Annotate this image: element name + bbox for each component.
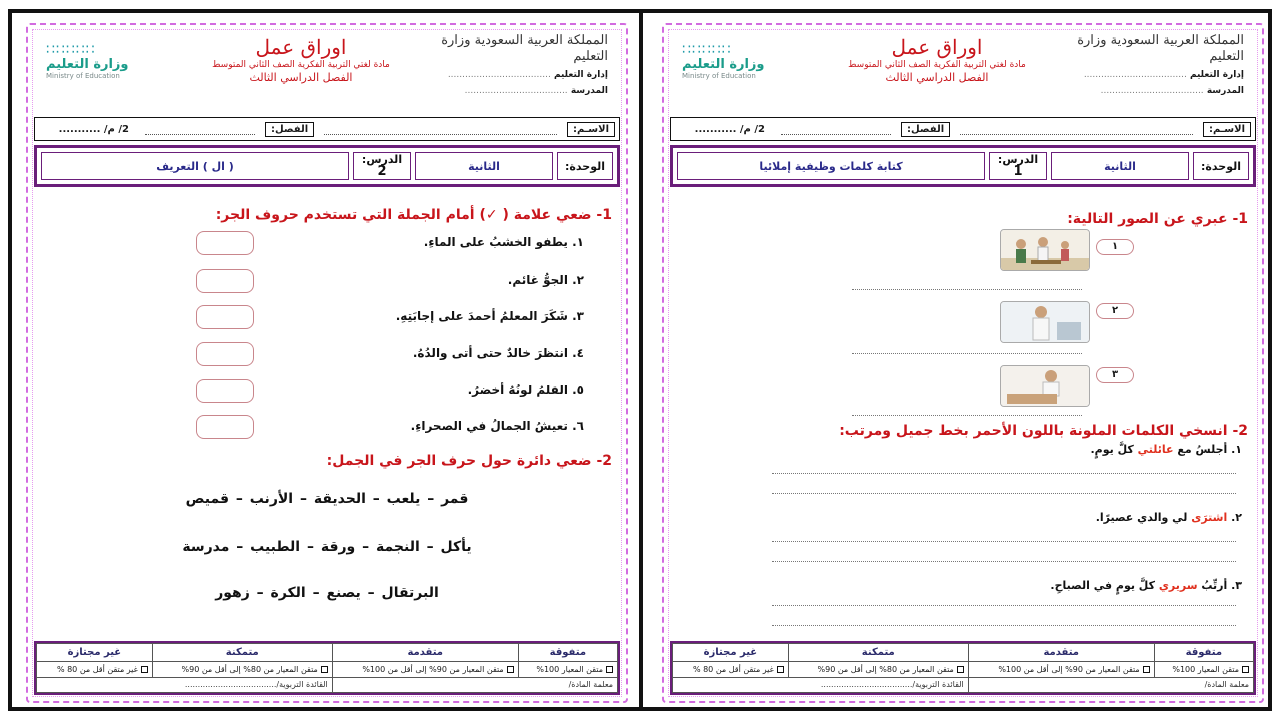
criterion-cell[interactable]: متقن المعيار 100%: [1154, 662, 1253, 677]
checkbox[interactable]: [196, 231, 254, 255]
sentence-2: ٢. اشترَى لي والدي عصيرًا.: [1095, 511, 1242, 524]
criterion-cell[interactable]: غير متقن أقل من 80 %: [673, 662, 789, 677]
word-row[interactable]: البرتقال – يصنع – الكرة – زهور: [215, 585, 439, 601]
school-line: المدرسة ....................................: [1100, 86, 1244, 96]
sheet-header: [36, 31, 618, 111]
title-block: [176, 35, 426, 85]
name-label: الاسـم:: [1203, 122, 1251, 137]
date-field[interactable]: 2/ م/ ...........: [694, 123, 765, 135]
moe-logo-arabic: وزارة التعليم: [682, 57, 765, 72]
level-proficient: متمكنة: [152, 644, 332, 662]
rubric-checkbox[interactable]: [957, 666, 964, 673]
rubric-checkbox[interactable]: [777, 666, 784, 673]
copy-line[interactable]: [772, 561, 1236, 562]
checkbox[interactable]: [196, 379, 254, 403]
sentence-item: ٢. الجوُّ غائم.: [507, 273, 584, 287]
ksa-header: [1074, 33, 1244, 97]
rubric-table: [34, 641, 620, 695]
criterion-cell[interactable]: متقن المعيار من 90% إلى أقل من 100%: [332, 662, 518, 677]
criterion-cell[interactable]: متقن المعيار 100%: [518, 662, 617, 677]
date-field[interactable]: 2/ م/ ...........: [58, 123, 129, 135]
question-1: 1- ضعي علامة ( ✓) أمام الجملة التي تستخدم حروف الجر:: [215, 207, 612, 223]
rubric-checkbox[interactable]: [606, 666, 613, 673]
class-field[interactable]: [145, 123, 255, 135]
ksa-header: [438, 33, 608, 97]
copy-line[interactable]: [772, 493, 1236, 494]
subject-line: مادة لغتي التربية الفكرية الصف الثاني المتوسط: [212, 60, 390, 70]
moe-logo: [682, 43, 792, 80]
moe-logo-mark: ∷∷∷∷∷: [682, 42, 732, 58]
rubric-checkbox[interactable]: [1143, 666, 1150, 673]
moe-logo-arabic: وزارة التعليم: [46, 57, 129, 72]
copy-line[interactable]: [772, 541, 1236, 542]
name-label: الاسـم:: [567, 122, 615, 137]
level-not-passed: غير مجتازة: [37, 644, 153, 662]
student-info-bar: [34, 117, 620, 141]
unit-bar: [34, 145, 620, 187]
moe-logo-english: Ministry of Education: [682, 72, 756, 80]
sentence-1: ١. أجلسُ مع عائلتي كلَّ يومٍ.: [1090, 443, 1242, 456]
picture-boy: [1000, 301, 1090, 343]
picture-number: ٣: [1096, 367, 1134, 383]
rubric-table: [670, 641, 1256, 695]
answer-line[interactable]: [852, 415, 1082, 416]
rubric-checkbox[interactable]: [141, 666, 148, 673]
sentence-item: ٦. تعيشُ الجمالُ في الصحراءِ.: [410, 419, 584, 433]
lesson-topic: كتابة كلمات وظيفية إملائيا: [677, 152, 985, 180]
worksheet-right: [662, 23, 1264, 703]
answer-line[interactable]: [852, 289, 1082, 290]
page-divider: [639, 13, 643, 707]
name-field[interactable]: [960, 123, 1193, 135]
leader-signature: القائدة التربوية/....................................: [673, 677, 969, 692]
level-not-passed: غير مجتازة: [673, 644, 789, 662]
level-excellent: متفوقة: [1154, 644, 1253, 662]
class-field[interactable]: [781, 123, 891, 135]
checkbox[interactable]: [196, 269, 254, 293]
picture-number: ١: [1096, 239, 1134, 255]
criterion-cell[interactable]: متقن المعيار من 80% إلى أقل من 90%: [788, 662, 968, 677]
unit-label: الوحدة:: [557, 152, 613, 180]
rubric-checkbox[interactable]: [507, 666, 514, 673]
admin-line: إدارة التعليم ....................................: [1083, 70, 1244, 80]
lesson-number: 2: [377, 164, 387, 179]
level-excellent: متفوقة: [518, 644, 617, 662]
sentence-3: ٣. أرتِّبُ سريري كلَّ يومٍ في الصباحِ.: [1050, 579, 1242, 592]
unit-label: الوحدة:: [1193, 152, 1249, 180]
lesson-cell: الدرس: 1: [989, 152, 1047, 180]
ksa-emblem: المملكة العربية السعودية وزارة التعليم: [441, 33, 608, 64]
semester-label: الفصل الدراسي الثالث: [885, 71, 989, 84]
copy-line[interactable]: [772, 625, 1236, 626]
unit-value: الثانية: [415, 152, 553, 180]
picture-number: ٢: [1096, 303, 1134, 319]
criterion-cell[interactable]: غير متقن أقل من 80 %: [37, 662, 153, 677]
teacher-signature: معلمة المادة/: [332, 677, 617, 692]
title-block: [812, 35, 1062, 85]
student-info-bar: [670, 117, 1256, 141]
teacher-signature: معلمة المادة/: [968, 677, 1253, 692]
criterion-cell[interactable]: متقن المعيار من 90% إلى أقل من 100%: [968, 662, 1154, 677]
copy-line[interactable]: [772, 473, 1236, 474]
document-frame: [8, 9, 1272, 711]
sentence-item: ٣. شَكَرَ المعلمُ أحمدَ على إجابَتِهِ.: [395, 309, 584, 323]
worksheet-title: اوراق عمل: [255, 35, 347, 59]
worksheet-title: اوراق عمل: [891, 35, 983, 59]
moe-logo-english: Ministry of Education: [46, 72, 120, 80]
unit-bar: [670, 145, 1256, 187]
subject-line: مادة لغتي التربية الفكرية الصف الثاني المتوسط: [848, 60, 1026, 70]
level-advanced: متقدمة: [968, 644, 1154, 662]
leader-signature: القائدة التربوية/....................................: [37, 677, 333, 692]
admin-line: إدارة التعليم ....................................: [447, 70, 608, 80]
sentence-item: ٥. القلمُ لونُهُ أخضرُ.: [467, 383, 584, 397]
rubric-checkbox[interactable]: [1242, 666, 1249, 673]
criterion-cell[interactable]: متقن المعيار من 80% إلى أقل من 90%: [152, 662, 332, 677]
class-label: الفصل:: [901, 122, 950, 137]
unit-value: الثانية: [1051, 152, 1189, 180]
moe-logo-mark: ∷∷∷∷∷: [46, 42, 96, 58]
worksheet-left: [26, 23, 628, 703]
level-proficient: متمكنة: [788, 644, 968, 662]
question-2: 2- انسخي الكلمات الملونة باللون الأحمر بخط جميل ومرتب:: [839, 423, 1248, 439]
checkbox[interactable]: [196, 342, 254, 366]
sentence-item: ١. يطفو الخشبُ على الماءِ.: [423, 235, 584, 249]
word-row[interactable]: قمر – يلعب – الحديقة – الأرنب – قميص: [185, 491, 469, 507]
school-line: المدرسة ....................................: [464, 86, 608, 96]
lesson-cell: الدرس: 2: [353, 152, 411, 180]
copy-line[interactable]: [772, 605, 1236, 606]
lesson-topic: ( ال ) التعريف: [41, 152, 349, 180]
rubric-checkbox[interactable]: [321, 666, 328, 673]
class-label: الفصل:: [265, 122, 314, 137]
level-advanced: متقدمة: [332, 644, 518, 662]
checkbox[interactable]: [196, 415, 254, 439]
picture-bed: [1000, 365, 1090, 407]
ksa-emblem: المملكة العربية السعودية وزارة التعليم: [1077, 33, 1244, 64]
sentence-item: ٤. انتظرَ خالدٌ حتى أتى والدُهُ.: [412, 346, 584, 360]
picture-family: [1000, 229, 1090, 271]
name-field[interactable]: [324, 123, 557, 135]
question-1: 1- عبري عن الصور التالية:: [1067, 211, 1248, 227]
lesson-number: 1: [1013, 164, 1023, 179]
checkbox[interactable]: [196, 305, 254, 329]
word-row[interactable]: يأكل – النجمة – ورقة – الطبيب – مدرسة: [182, 539, 472, 555]
semester-label: الفصل الدراسي الثالث: [249, 71, 353, 84]
moe-logo: [46, 43, 156, 80]
question-2: 2- ضعي دائرة حول حرف الجر في الجمل:: [326, 453, 612, 469]
sheet-header: [672, 31, 1254, 111]
answer-line[interactable]: [852, 353, 1082, 354]
